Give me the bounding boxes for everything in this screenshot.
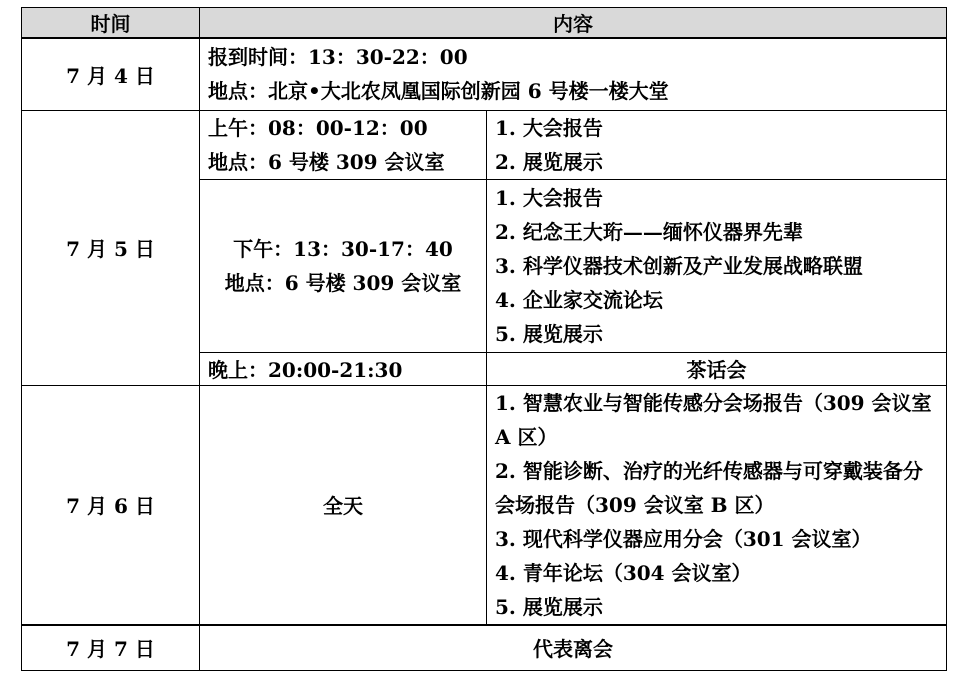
evening-activity: 茶话会 xyxy=(487,352,947,385)
list-item: 3. 现代科学仪器应用分会（301 会议室） xyxy=(495,526,872,551)
departure-cell: 代表离会 xyxy=(200,625,947,671)
registration-place: 地点：北京•大北农凤凰国际创新园 6 号楼一楼大堂 xyxy=(208,79,669,104)
list-item: 1. 大会报告 xyxy=(495,115,603,140)
header-row xyxy=(22,8,947,39)
list-item: 5. 展览展示 xyxy=(495,594,603,619)
date-cell: 7 月 7 日 xyxy=(22,625,200,671)
date-cell: 7 月 5 日 xyxy=(22,110,200,385)
list-item: 1. 智慧农业与智能传感分会场报告（309 会议室 A 区） xyxy=(495,390,932,449)
list-item: 4. 企业家交流论坛 xyxy=(495,287,663,312)
evening-time: 晚上：20:00-21:30 xyxy=(200,352,487,385)
table-row xyxy=(22,625,947,671)
list-item: 2. 智能诊断、治疗的光纤传感器与可穿戴装备分会场报告（309 会议室 B 区） xyxy=(495,458,923,517)
table-row xyxy=(22,38,947,110)
morning-place: 地点：6 号楼 309 会议室 xyxy=(208,149,445,174)
list-item: 2. 纪念王大珩——缅怀仪器界先辈 xyxy=(495,219,803,244)
header-content: 内容 xyxy=(200,8,947,39)
list-item: 3. 科学仪器技术创新及产业发展战略联盟 xyxy=(495,253,863,278)
table-row xyxy=(22,110,947,179)
morning-time: 上午：08：00-12：00 xyxy=(208,115,428,140)
registration-cell xyxy=(200,38,947,110)
afternoon-items xyxy=(487,179,947,352)
afternoon-place: 地点：6 号楼 309 会议室 xyxy=(224,270,462,295)
list-item: 2. 展览展示 xyxy=(495,149,603,174)
registration-time: 报到时间：13：30-22：00 xyxy=(208,45,468,70)
schedule-table xyxy=(21,7,947,671)
morning-items xyxy=(487,110,947,179)
fullday-items xyxy=(487,385,947,625)
date-cell: 7 月 6 日 xyxy=(22,385,200,625)
list-item: 1. 大会报告 xyxy=(495,185,603,210)
afternoon-time: 下午：13：30-17：40 xyxy=(233,236,453,261)
header-time: 时间 xyxy=(22,8,200,39)
list-item: 5. 展览展示 xyxy=(495,321,603,346)
date-cell: 7 月 4 日 xyxy=(22,38,200,110)
table-row xyxy=(22,385,947,625)
afternoon-cell xyxy=(200,179,487,352)
list-item: 4. 青年论坛（304 会议室） xyxy=(495,560,752,585)
fullday-cell: 全天 xyxy=(200,385,487,625)
morning-cell xyxy=(200,110,487,179)
